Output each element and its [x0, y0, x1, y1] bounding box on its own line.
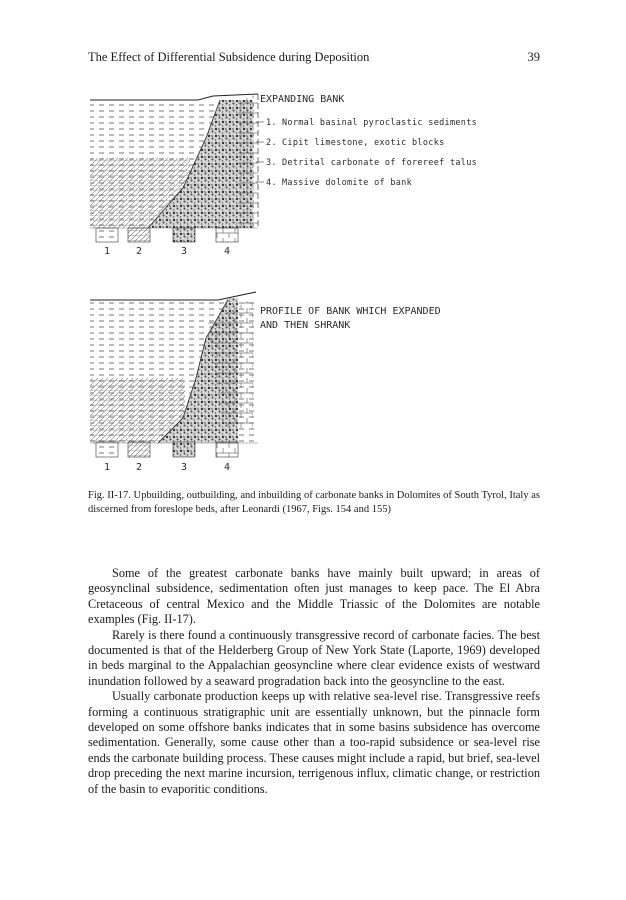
bottom-key-2: 2: [136, 462, 143, 473]
top-cross-section: [90, 94, 258, 228]
bottom-panel-title-line1: PROFILE OF BANK WHICH EXPANDED: [260, 306, 441, 317]
top-key-1: 1: [104, 246, 111, 257]
top-key-2: 2: [136, 246, 143, 257]
paragraph-2: Rarely is there found a continuously transgressive record of carbonate facies. The best documented is that of the Helderberg Group of New York State (Laporte, 1969) developed in beds marginal to the Appalachian geosyncline where clear evidence exists of westward inundation followed by a seaward progradation back into the geosyncline to the east.: [88, 627, 540, 688]
figure-caption: Fig. II-17. Upbuilding, outbuilding, and inbuilding of carbonate banks in Dolomites of South Tyrol, Italy as discerned from foreslope beds, after Leonardi (1967, Figs. 154 and 155): [88, 490, 540, 515]
top-key-4: 4: [224, 246, 231, 257]
top-key-swatches: [96, 228, 238, 257]
legend-3-number: 3.: [266, 158, 277, 168]
page-number: 39: [527, 50, 540, 64]
paragraph-3: Usually carbonate production keeps up with relative sea-level rise. Transgressive reefs forming a continuous stratigraphic unit are essentially unknown, but the pinnacle form developed on some offshore banks indicates that in some basins subsidence has overcome sedimentation. Generally, some cause other than a too-rapid subsidence or sea-level rise ends the carbonate building process. These causes might include a rapid, but brief, sea-level drop preceding the next marine incursion, terrigenous influx, climatic change, or restriction of the basin to evaporitic conditions.: [88, 689, 540, 796]
bottom-key-swatches: [96, 442, 238, 473]
bottom-cross-section: [90, 292, 258, 443]
figure-drawing: [88, 78, 528, 478]
legend-4-number: 4.: [266, 178, 277, 188]
top-legend: [256, 118, 477, 188]
bottom-key-4: 4: [224, 462, 231, 473]
figure-ii-17: [88, 78, 528, 478]
running-head-title: The Effect of Differential Subsidence during Deposition: [88, 50, 370, 64]
bottom-key-1: 1: [104, 462, 111, 473]
legend-1-number: 1.: [266, 118, 277, 128]
top-key-3: 3: [181, 246, 188, 257]
legend-2-text: Cipit limestone, exotic blocks: [282, 138, 445, 148]
legend-1-text: Normal basinal pyroclastic sediments: [282, 118, 478, 128]
running-head: [88, 50, 540, 68]
legend-3-text: Detrital carbonate of forereef talus: [282, 158, 478, 168]
legend-4-text: Massive dolomite of bank: [282, 178, 413, 188]
top-panel-title: EXPANDING BANK: [260, 94, 345, 105]
bottom-key-3: 3: [181, 462, 188, 473]
bottom-panel-title-line2: AND THEN SHRANK: [260, 320, 351, 331]
body-text: [88, 566, 540, 797]
legend-2-number: 2.: [266, 138, 277, 148]
paragraph-1: Some of the greatest carbonate banks have mainly built upward; in areas of geosynclinal subsidence, sedimentation often just manages to keep pace. The El Abra Cretaceous of central Mexico and the Middle Triassic of the Dolomites are notable examples (Fig. II-17).: [88, 566, 540, 627]
